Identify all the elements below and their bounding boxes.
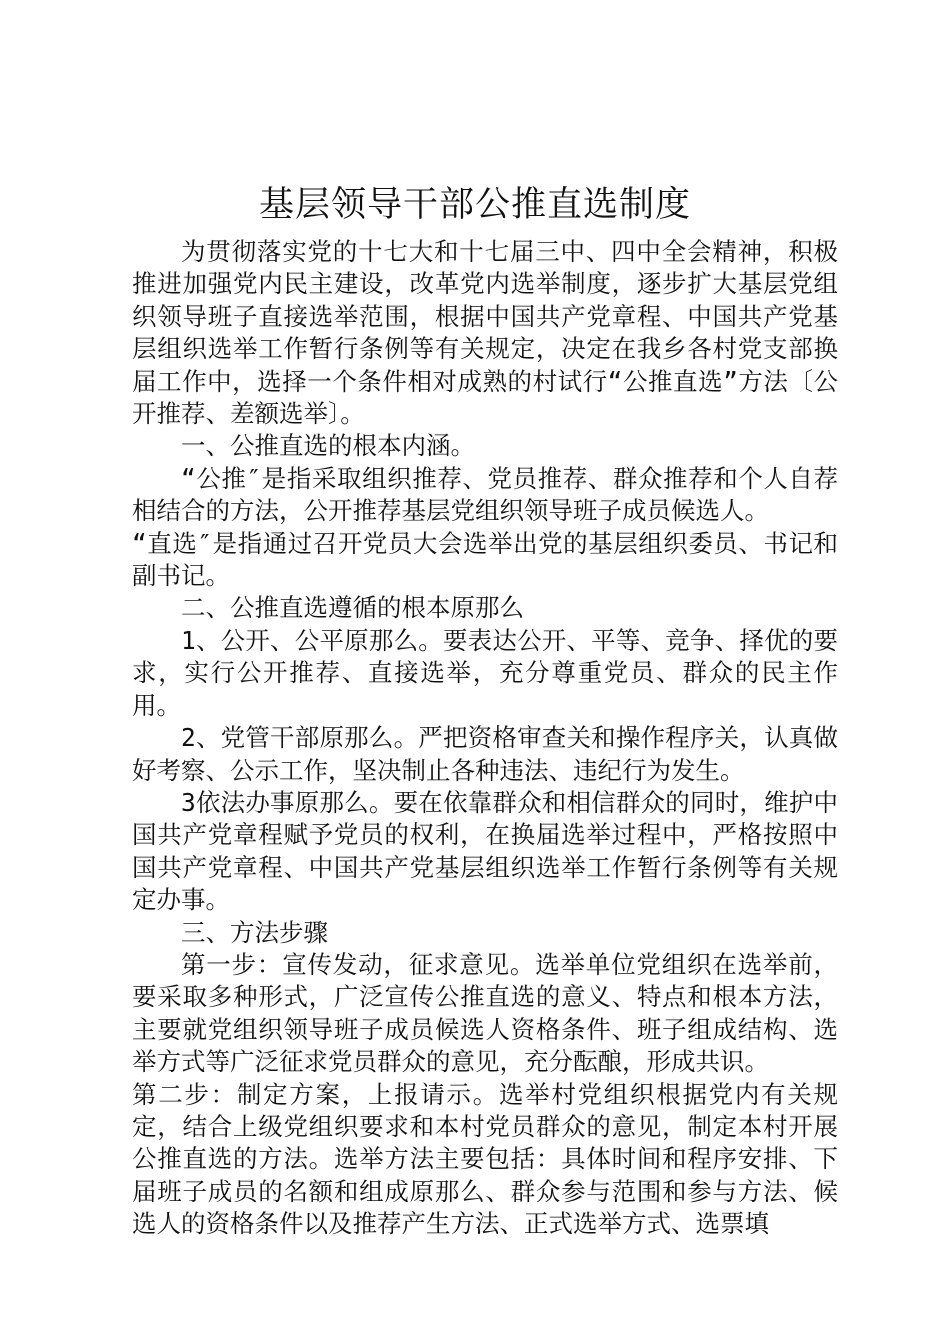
paragraph-step-2: 第二步：制定方案，上报请示。选举村党组织根据党内有关规定，结合上级党组织要求和本村党员群众的意见，制定本村开展公推直选的方法。选举方法主要包括：具体时间和程序安排、下届班子成员的名额和组成原那么、群众参与范围和参与方法、候选人的资格条件以及推荐产生方法、正式选举方式、选票填 <box>132 1079 838 1239</box>
paragraph-principle-1: 1、公开、公平原那么。要表达公开、平等、竞争、择优的要求，实行公开推荐、直接选举，充分尊重党员、群众的民主作用。 <box>132 625 838 720</box>
paragraph-principle-2: 2、党管干部原那么。严把资格审查关和操作程序关，认真做好考察、公示工作，坚决制止各种违法、违纪行为发生。 <box>132 723 838 785</box>
section-heading-1: 一、公推直选的根本内涵。 <box>181 431 475 461</box>
paragraph-gongtui-definition: “公推″是指采取组织推荐、党员推荐、群众推荐和个人自荐相结合的方法，公开推荐基层党组织领导班子成员候选人。 <box>132 463 838 526</box>
document-title: 基层领导干部公推直选制度 <box>258 185 691 225</box>
document-body <box>132 236 838 1241</box>
paragraph-zhixuan-definition: “直选″是指通过召开党员大会选举出党的基层组织委员、书记和副书记。 <box>132 528 838 591</box>
section-heading-2: 二、公推直选遵循的根本原那么 <box>181 593 524 623</box>
paragraph-step-1: 第一步：宣传发动，征求意见。选举单位党组织在选举前，要采取多种形式，广泛宣传公推直选的意义、特点和根本方法，主要就党组织领导班子成员候选人资格条件、班子组成结构、选举方式等广泛征求党员群众的意见，充分酝酿，形成共识。 <box>132 949 838 1077</box>
section-heading-3: 三、方法步骤 <box>181 917 328 947</box>
paragraph-principle-3: 3依法办事原那么。要在依靠群众和相信群众的同时，维护中国共产党章程赋予党员的权利，在换届选举过程中，严格按照中国共产党章程、中国共产党基层组织选举工作暂行条例等有关规定办事。 <box>132 787 838 915</box>
paragraph-intro: 为贯彻落实党的十七大和十七届三中、四中全会精神，积极推进加强党内民主建设，改革党内选举制度，逐步扩大基层党组织领导班子直接选举范围，根据中国共产党章程、中国共产党基层组织选举工作暂行条例等有关规定，决定在我乡各村党支部换届工作中，选择一个条件相对成熟的村试行“公推直选”方法〔公开推荐、差额选举〕。 <box>132 237 838 429</box>
